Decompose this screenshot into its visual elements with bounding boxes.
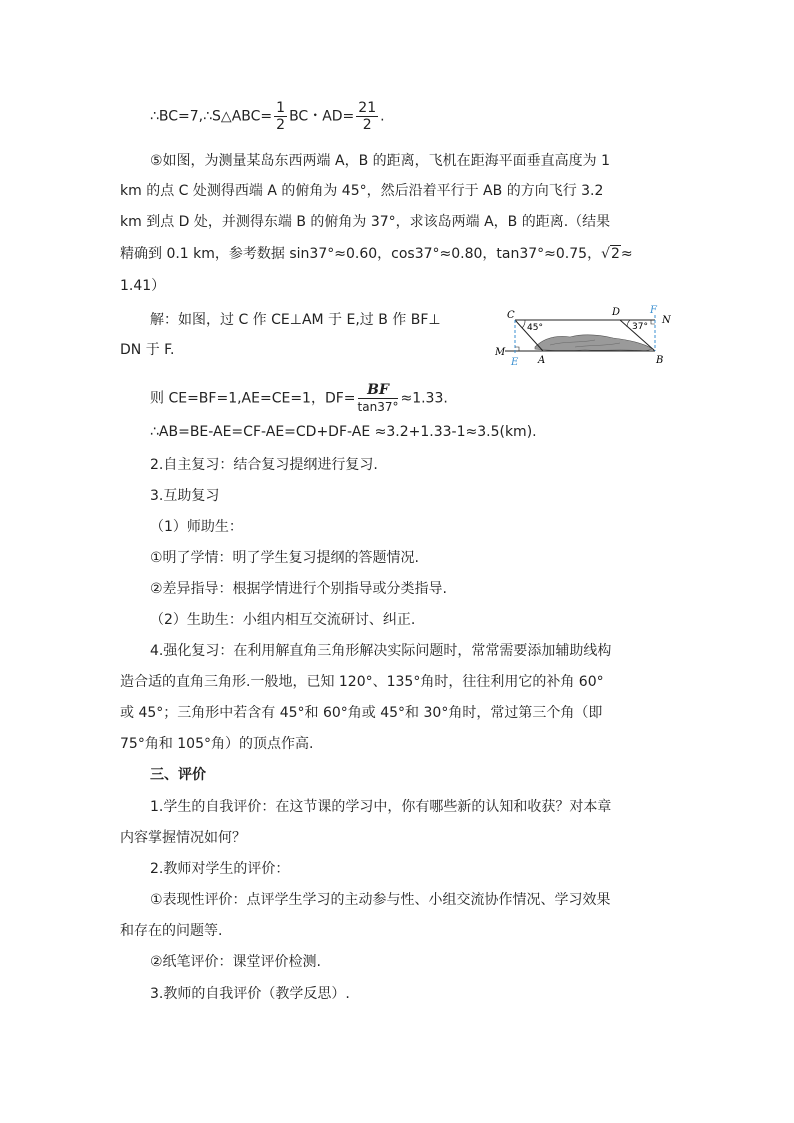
eval-teacher-reflection: 3.教师的自我评价（教学反思）.: [150, 986, 350, 1002]
area-prefix: ∴BC=7,∴S△ABC=: [150, 108, 273, 125]
solution-ce-ae-df: 则 CE=BF=1,AE=CE=1，DF=: [150, 390, 356, 407]
fraction-denominator: 2: [276, 117, 286, 133]
label-a: A: [538, 355, 546, 366]
sqrt-two: √2: [601, 246, 620, 262]
solution-line2: DN 于 F.: [120, 342, 175, 358]
angle-arc-45: [522, 320, 525, 328]
eval-performance-line2: 和存在的问题等.: [120, 923, 223, 939]
section-evaluation-title: 三、评价: [150, 767, 206, 783]
eval-self-line1: 1.学生的自我评价：在这节课的学习中，你有哪些新的认知和收获？对本章: [150, 799, 612, 815]
right-angle-f: [651, 320, 655, 324]
label-n: N: [662, 315, 671, 326]
area-end: .: [380, 108, 385, 125]
label-angle-37: 37°: [632, 322, 648, 332]
fraction-bf-tan37: [358, 382, 399, 415]
solution-line4: ∴AB=BE-AE=CF-AE=CD+DF-AE ≈3.2+1.33-1≈3.5(km).: [150, 424, 537, 440]
item-student-help: （2）生助生：小组内相互交流研讨、纠正.: [150, 612, 416, 628]
island-shape: [535, 335, 653, 351]
right-angle-e: [515, 347, 519, 351]
eval-written: ②纸笔评价：课堂评价检测.: [150, 954, 322, 970]
item-reinforce-line3: 或 45°；三角形中若含有 45°和 60°角或 45°和 30°角时，常过第三个角（即: [120, 705, 603, 721]
problem5-line1: ⑤如图，为测量某岛东西两端 A，B 的距离，飞机在距海平面垂直高度为 1: [150, 153, 610, 169]
item-reinforce-line1: 4.强化复习：在利用解直角三角形解决实际问题时，常常需要添加辅助线构: [150, 643, 612, 659]
item-teacher-help: （1）师助生：: [150, 519, 243, 535]
area-result-line: [150, 100, 385, 133]
solution-df-value: ≈1.33.: [400, 390, 448, 407]
fraction-21-half: [356, 100, 378, 133]
fraction-numerator: 1: [276, 100, 286, 116]
eval-performance-line1: ①表现性评价：点评学生学习的主动参与性、小组交流协作情况、学习效果: [150, 892, 611, 908]
fraction-denominator: 2: [362, 117, 372, 133]
area-mid: BC・AD=: [289, 108, 355, 125]
item-reinforce-line2: 造合适的直角三角形.一般地，已知 120°、135°角时，往往利用它的补角 60°: [120, 674, 604, 690]
label-d: D: [612, 307, 621, 318]
fraction-numerator: 21: [358, 100, 377, 116]
label-f: F: [650, 305, 657, 316]
sqrt-radicand: 2: [611, 246, 620, 262]
problem5-line2: km 的点 C 处测得西端 A 的俯角为 45°，然后沿着平行于 AB 的方向飞行 3.2: [120, 183, 604, 199]
problem5-line3: km 到点 D 处，并测得东端 B 的俯角为 37°，求该岛两端 A，B 的距离.（结果: [120, 214, 611, 230]
label-b: B: [656, 355, 664, 366]
fraction-one-half: [274, 100, 287, 133]
island-measurement-diagram: [495, 305, 675, 367]
approx-sign: ≈: [620, 246, 633, 262]
item-differentiated-guidance: ②差异指导：根据学情进行个别指导或分类指导.: [150, 581, 447, 597]
item-reinforce-line4: 75°角和 105°角）的顶点作高.: [120, 736, 314, 752]
eval-self-line2: 内容掌握情况如何？: [120, 830, 246, 846]
item-self-review: 2.自主复习：结合复习提纲进行复习.: [150, 457, 378, 473]
problem5-line5: 1.41）: [120, 278, 166, 294]
label-e: E: [511, 357, 519, 367]
fraction-numerator: BF: [358, 382, 399, 399]
eval-teacher: 2.教师对学生的评价：: [150, 861, 290, 877]
label-c: C: [507, 310, 515, 321]
item-know-situation: ①明了学情：明了学生复习提纲的答题情况.: [150, 550, 419, 566]
problem5-reference-data: 精确到 0.1 km，参考数据 sin37°≈0.60，cos37°≈0.80，tan37°≈0.75，: [120, 246, 602, 262]
label-m: M: [495, 347, 506, 358]
fraction-denominator: tan37°: [357, 400, 399, 414]
item-mutual-review: 3.互助复习: [150, 488, 220, 504]
solution-line3: [150, 382, 448, 415]
problem5-line4: [120, 244, 633, 264]
solution-line1: 解：如图，过 C 作 CE⊥AM 于 E,过 B 作 BF⊥: [150, 312, 441, 328]
label-angle-45: 45°: [527, 323, 543, 333]
